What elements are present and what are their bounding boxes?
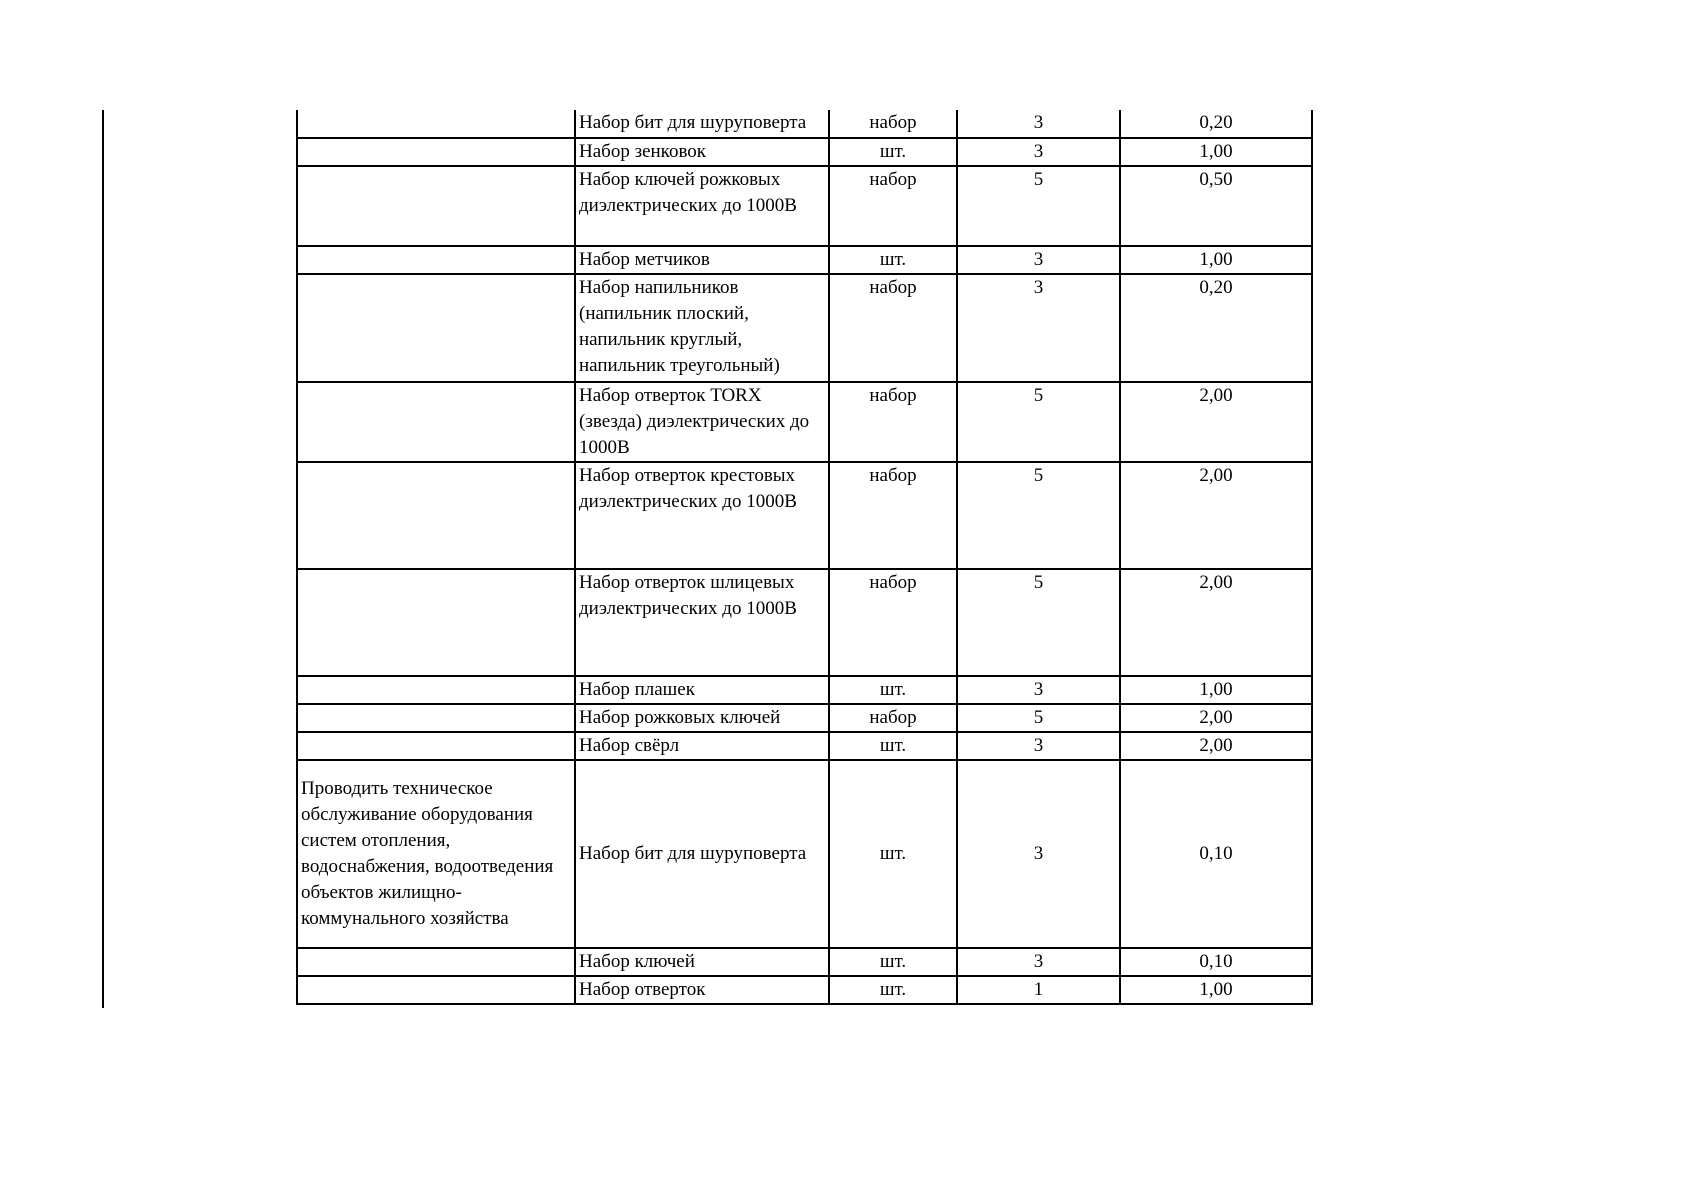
activity-cell	[297, 732, 575, 760]
quantity-cell: 5	[957, 704, 1120, 732]
item-name-cell: Набор метчиков	[575, 246, 829, 274]
table-row	[297, 246, 1312, 274]
item-name-cell: Набор зенковок	[575, 138, 829, 166]
unit-cell: шт.	[829, 760, 957, 948]
unit-cell: набор	[829, 462, 957, 569]
quantity-cell: 3	[957, 246, 1120, 274]
table-row	[297, 110, 1312, 138]
service-life-cell: 2,00	[1120, 462, 1312, 569]
service-life-cell: 2,00	[1120, 732, 1312, 760]
activity-cell	[297, 138, 575, 166]
unit-cell: шт.	[829, 976, 957, 1004]
table-row	[297, 976, 1312, 1004]
service-life-cell: 1,00	[1120, 246, 1312, 274]
item-name-cell: Набор отверток шлицевых диэлектрических до 1000В	[575, 569, 829, 676]
unit-cell: шт.	[829, 732, 957, 760]
table-row	[297, 704, 1312, 732]
item-name-cell: Набор отверток крестовых диэлектрических до 1000В	[575, 462, 829, 569]
table-row	[297, 948, 1312, 976]
quantity-cell: 5	[957, 382, 1120, 462]
service-life-cell: 0,20	[1120, 110, 1312, 138]
quantity-cell: 3	[957, 948, 1120, 976]
activity-cell: Проводить техническое обслуживание оборудования систем отопления, водоснабжения, водоотведения объектов жилищно-коммунального хозяйства	[297, 760, 575, 948]
item-name-cell: Набор свёрл	[575, 732, 829, 760]
activity-cell	[297, 704, 575, 732]
unit-cell: набор	[829, 569, 957, 676]
service-life-cell: 0,50	[1120, 166, 1312, 246]
service-life-cell: 0,10	[1120, 760, 1312, 948]
activity-cell	[297, 462, 575, 569]
table-row	[297, 732, 1312, 760]
table-row	[297, 676, 1312, 704]
activity-cell	[297, 976, 575, 1004]
item-name-cell: Набор бит для шуруповерта	[575, 760, 829, 948]
service-life-cell: 2,00	[1120, 569, 1312, 676]
service-life-cell: 2,00	[1120, 704, 1312, 732]
item-name-cell: Набор ключей рожковых диэлектрических до 1000В	[575, 166, 829, 246]
activity-cell	[297, 246, 575, 274]
quantity-cell: 3	[957, 676, 1120, 704]
quantity-cell: 3	[957, 732, 1120, 760]
quantity-cell: 5	[957, 166, 1120, 246]
unit-cell: набор	[829, 704, 957, 732]
unit-cell: шт.	[829, 948, 957, 976]
unit-cell: шт.	[829, 138, 957, 166]
activity-cell	[297, 110, 575, 138]
table-row	[297, 760, 1312, 948]
item-name-cell: Набор напильников (напильник плоский, напильник круглый, напильник треугольный)	[575, 274, 829, 382]
table-row	[297, 274, 1312, 382]
service-life-cell: 1,00	[1120, 138, 1312, 166]
quantity-cell: 3	[957, 760, 1120, 948]
item-name-cell: Набор бит для шуруповерта	[575, 110, 829, 138]
quantity-cell: 3	[957, 274, 1120, 382]
unit-cell: набор	[829, 110, 957, 138]
unit-cell: набор	[829, 274, 957, 382]
table-row	[297, 138, 1312, 166]
activity-cell	[297, 569, 575, 676]
service-life-cell: 1,00	[1120, 676, 1312, 704]
activity-cell	[297, 676, 575, 704]
service-life-cell: 2,00	[1120, 382, 1312, 462]
table-row	[297, 462, 1312, 569]
item-name-cell: Набор рожковых ключей	[575, 704, 829, 732]
quantity-cell: 5	[957, 462, 1120, 569]
equipment-table	[296, 110, 1313, 1005]
quantity-cell: 3	[957, 138, 1120, 166]
unit-cell: шт.	[829, 246, 957, 274]
service-life-cell: 1,00	[1120, 976, 1312, 1004]
activity-cell	[297, 166, 575, 246]
quantity-cell: 3	[957, 110, 1120, 138]
quantity-cell: 5	[957, 569, 1120, 676]
item-name-cell: Набор ключей	[575, 948, 829, 976]
quantity-cell: 1	[957, 976, 1120, 1004]
table-row	[297, 382, 1312, 462]
item-name-cell: Набор отверток TORX (звезда) диэлектрических до 1000В	[575, 382, 829, 462]
activity-cell	[297, 274, 575, 382]
table-row	[297, 569, 1312, 676]
unit-cell: шт.	[829, 676, 957, 704]
item-name-cell: Набор плашек	[575, 676, 829, 704]
item-name-cell: Набор отверток	[575, 976, 829, 1004]
unit-cell: набор	[829, 382, 957, 462]
service-life-cell: 0,20	[1120, 274, 1312, 382]
service-life-cell: 0,10	[1120, 948, 1312, 976]
page-margin-line	[102, 110, 104, 1008]
table-row	[297, 166, 1312, 246]
activity-cell	[297, 382, 575, 462]
activity-cell	[297, 948, 575, 976]
unit-cell: набор	[829, 166, 957, 246]
